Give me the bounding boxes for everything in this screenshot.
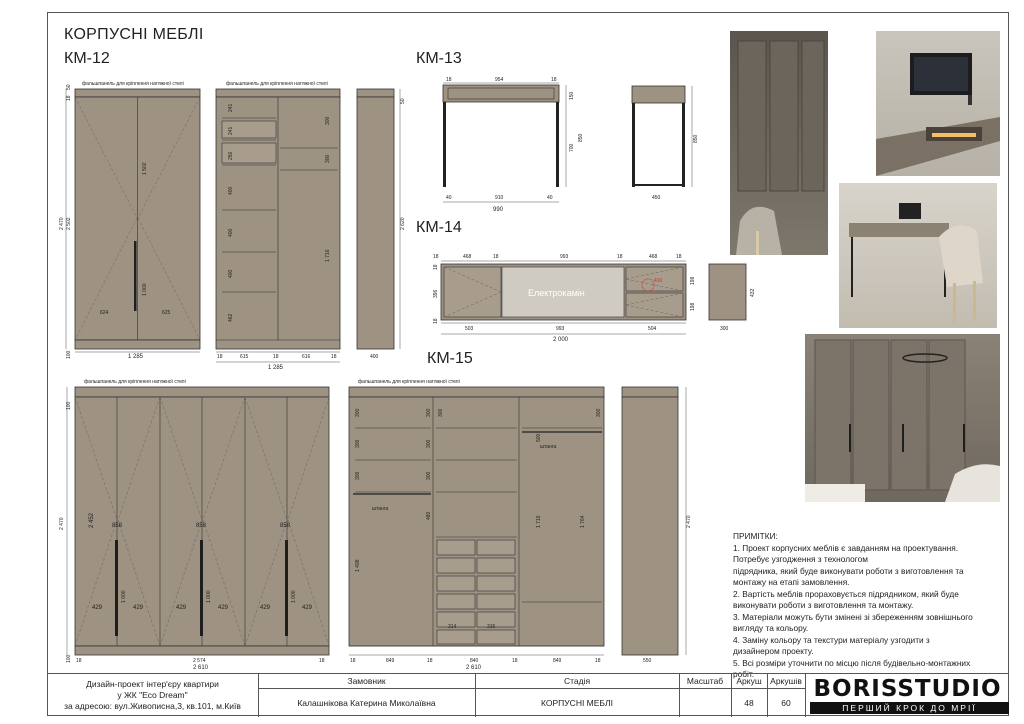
km15-dim-858c: 858 bbox=[280, 523, 291, 529]
notes-block bbox=[733, 531, 1005, 681]
km12-sec-616: 616 bbox=[302, 354, 311, 360]
km14-dim-198b: 198 bbox=[690, 302, 696, 311]
km14-dim-468a: 468 bbox=[463, 254, 472, 260]
km15-dim-429d: 429 bbox=[218, 605, 229, 611]
km13-dim-150: 150 bbox=[569, 91, 575, 100]
km15-shtanga-left: штанга bbox=[372, 506, 389, 512]
km12-sec-400a: 400 bbox=[228, 186, 234, 195]
km15-dim-429f: 429 bbox=[302, 605, 313, 611]
logo-name: BORISSTUDIO bbox=[813, 676, 1002, 702]
note-line: підрядника, який буде виконувати роботи з виготовлення та bbox=[733, 565, 964, 576]
note-line: 5. Всі розміри уточнити по місцю після будівельно-монтажних bbox=[733, 657, 971, 668]
km15-sec-1716: 1 716 bbox=[536, 515, 542, 528]
note-line: 3. Матеріали можуть бути змінені зі збереженням зовнішнього bbox=[733, 611, 973, 622]
km15-sec-300-2: 300 bbox=[355, 439, 361, 448]
km12-sec-300a: 300 bbox=[325, 116, 331, 125]
km13-dim-18a: 18 bbox=[446, 77, 452, 83]
client-label: Замовник bbox=[347, 676, 386, 686]
km15-dim-18a: 18 bbox=[76, 658, 82, 664]
km15-front-view bbox=[59, 379, 329, 671]
km15-dim-429b: 429 bbox=[133, 605, 144, 611]
note-line: 1. Проект корпусних меблів є завданням на проектування. bbox=[733, 542, 959, 553]
note-line: монтажу на етапі замовлення. bbox=[733, 577, 850, 587]
km12-dim-624: 624 bbox=[100, 310, 109, 316]
km13-dim-700: 700 bbox=[569, 143, 575, 152]
km12-front-view bbox=[59, 81, 200, 360]
km14-side-300: 300 bbox=[720, 326, 729, 332]
km15-sec-300-5: 300 bbox=[426, 439, 432, 448]
km12-sec-18b: 18 bbox=[273, 354, 279, 360]
km12-dim-50: 50 bbox=[66, 84, 72, 90]
note-line: виконувати роботи з виготовлення та монтажу. bbox=[733, 600, 914, 610]
km15-fal-label: фальшпанель для кріплення натяжної стелі bbox=[84, 379, 186, 385]
km15-section-view bbox=[349, 379, 604, 671]
km15-sec-849a: 849 bbox=[386, 658, 395, 664]
km12-heading: КМ-12 bbox=[64, 50, 110, 67]
project-line-3: за адресою: вул.Живописна,3, кв.101, м.Київ bbox=[64, 701, 241, 711]
sheet-value: 48 bbox=[744, 697, 754, 708]
km12-sec-300b: 300 bbox=[325, 154, 331, 163]
km15-sec-1498: 1 498 bbox=[355, 559, 361, 572]
km15-sec-18b: 18 bbox=[427, 658, 433, 664]
km12-sec-241a: 241 bbox=[228, 103, 234, 112]
km13-heading: КМ-13 bbox=[416, 50, 462, 67]
km15-sec-840: 840 bbox=[470, 658, 479, 664]
km14-side-view bbox=[709, 264, 756, 332]
km12-sec-462: 462 bbox=[228, 313, 234, 322]
km15-dim-100bot: 100 bbox=[66, 654, 72, 663]
km13-dim-910: 910 bbox=[495, 195, 504, 201]
note-line: робіт. bbox=[733, 669, 755, 679]
km15-sec-300-4: 300 bbox=[426, 408, 432, 417]
km14-heading: КМ-14 bbox=[416, 219, 462, 236]
km15-dim-858b: 858 bbox=[196, 523, 207, 529]
km12-dim-1285: 1 285 bbox=[128, 354, 144, 360]
km14-dim-503: 503 bbox=[465, 326, 474, 332]
km15-sec-316: 316 bbox=[487, 624, 496, 630]
km12-sec-18a: 18 bbox=[217, 354, 223, 360]
km13-dim-954: 954 bbox=[495, 77, 504, 83]
km15-sec-480: 480 bbox=[426, 511, 432, 520]
project-line-1: Дизайн-проект інтер'єру квартири bbox=[86, 679, 219, 689]
km14-dim-2000: 2 000 bbox=[553, 337, 569, 343]
km12-sec-1716: 1 716 bbox=[325, 249, 331, 262]
note-line: 2. Вартість меблів прораховується підрядником, який буде bbox=[733, 588, 959, 599]
km15-sec-314: 314 bbox=[448, 624, 457, 630]
km14-dim-504: 504 bbox=[648, 326, 657, 332]
scale-label: Масштаб bbox=[686, 676, 724, 686]
km15-dim-858a: 858 bbox=[112, 523, 123, 529]
km14-dim-18b: 18 bbox=[493, 254, 499, 260]
wardrobe-km15-photo bbox=[805, 334, 1000, 502]
notes-title: ПРИМІТКИ: bbox=[733, 531, 778, 541]
km12-dim-1502: 1 502 bbox=[142, 162, 148, 175]
km13-dim-40b: 40 bbox=[547, 195, 553, 201]
km14-dim-198a: 198 bbox=[690, 276, 696, 285]
km12-side-view bbox=[357, 89, 406, 360]
km12-side-2620: 2 620 bbox=[400, 217, 406, 230]
km12-sec-18c: 18 bbox=[331, 354, 337, 360]
km14-fireplace-label: Електрокамін bbox=[528, 288, 585, 298]
km13-dim-850: 850 bbox=[578, 133, 584, 142]
km15-sec-500: 500 bbox=[536, 433, 542, 442]
km14-front-view bbox=[433, 254, 696, 343]
km13-side-450: 450 bbox=[652, 195, 661, 201]
km13-side-view bbox=[632, 86, 699, 201]
project-line-2: у ЖК "Eco Dream" bbox=[117, 690, 188, 700]
km15-dim-1000a: 1 000 bbox=[121, 590, 127, 603]
km12-side-50: 50 bbox=[400, 98, 406, 104]
km14-dim-18lb: 18 bbox=[433, 318, 439, 324]
km13-front-view bbox=[443, 77, 584, 213]
km15-side-550: 550 bbox=[643, 658, 652, 664]
studio-logo bbox=[806, 676, 1009, 714]
km12-dim-2470: 2 470 bbox=[59, 217, 65, 230]
note-line: дизайнером проекту. bbox=[733, 646, 814, 656]
km13-dim-18b: 18 bbox=[551, 77, 557, 83]
km15-dim-429c: 429 bbox=[176, 605, 187, 611]
km15-dim-1000c: 1 000 bbox=[291, 590, 297, 603]
sheets-value: 60 bbox=[781, 697, 791, 708]
km15-side-2470: 2 470 bbox=[686, 515, 692, 528]
km15-dim-429e: 429 bbox=[260, 605, 271, 611]
client-value: Калашнікова Катерина Миколаївна bbox=[297, 697, 436, 708]
km12-dim-625: 625 bbox=[162, 310, 171, 316]
km15-sec-300-1: 300 bbox=[355, 408, 361, 417]
km13-dim-990: 990 bbox=[493, 207, 504, 213]
logo-tagline: ПЕРШИЙ КРОК ДО МРІЇ bbox=[810, 702, 1009, 714]
km13-side-850: 850 bbox=[693, 134, 699, 143]
km15-dim-1000b: 1 000 bbox=[206, 590, 212, 603]
desk-photo bbox=[839, 183, 997, 328]
km14-dim-410: 410 bbox=[654, 278, 663, 284]
km12-side-400: 400 bbox=[370, 354, 379, 360]
km15-section-fal-label: фальшпанель для кріплення натяжної стелі bbox=[358, 379, 460, 385]
stage-label: Стадія bbox=[563, 676, 591, 686]
km15-dim-429a: 429 bbox=[92, 605, 103, 611]
km14-side-432: 432 bbox=[750, 288, 756, 297]
wardrobe-photo bbox=[730, 31, 828, 255]
km14-dim-18a: 18 bbox=[433, 254, 439, 260]
km15-dim-2574: 2 574 bbox=[193, 658, 206, 664]
km12-sec-241b: 241 bbox=[228, 126, 234, 135]
km15-dim-2452: 2 452 bbox=[89, 512, 95, 528]
km15-sec-300-6: 300 bbox=[426, 471, 432, 480]
tv-unit-photo bbox=[876, 31, 1000, 176]
km15-sec-300-8: 300 bbox=[596, 408, 602, 417]
km15-sec-2610: 2 610 bbox=[466, 665, 482, 671]
km15-shtanga-right: штанга bbox=[540, 444, 557, 450]
km15-sec-1764: 1 764 bbox=[580, 515, 586, 528]
km12-sec-615: 615 bbox=[240, 354, 249, 360]
km14-dim-396: 396 bbox=[433, 289, 439, 298]
km15-sec-300-3: 300 bbox=[355, 471, 361, 480]
km12-dim-2502: 2 502 bbox=[66, 217, 72, 230]
note-line: 4. Заміну кольору та текстури матеріалу узгодити з bbox=[733, 634, 930, 645]
km12-fal-label: фальшпанель для кріплення натяжної стелі bbox=[82, 81, 184, 87]
sheet-label: Аркуш bbox=[736, 676, 762, 686]
km15-sec-849b: 849 bbox=[553, 658, 562, 664]
km12-section-view bbox=[216, 81, 340, 371]
km12-dim-100: 100 bbox=[66, 350, 72, 359]
km12-sec-400b: 400 bbox=[228, 228, 234, 237]
km14-dim-18c: 18 bbox=[617, 254, 623, 260]
km15-heading: КМ-15 bbox=[427, 350, 473, 367]
km12-sec-250: 250 bbox=[228, 151, 234, 160]
note-line: Потребує узгодження з технологом bbox=[733, 554, 868, 564]
km12-section-fal-label: фальшпанель для кріплення натяжної стелі bbox=[226, 81, 328, 87]
km12-dim-1000: 1 000 bbox=[142, 283, 148, 296]
page-title: КОРПУСНІ МЕБЛІ bbox=[64, 26, 204, 43]
km15-side-view bbox=[622, 387, 692, 664]
sheets-label: Аркушів bbox=[770, 676, 802, 686]
km15-sec-18c: 18 bbox=[512, 658, 518, 664]
km15-sec-18d: 18 bbox=[595, 658, 601, 664]
km13-dim-40a: 40 bbox=[446, 195, 452, 201]
km15-dim-18b: 18 bbox=[319, 658, 325, 664]
stage-value: КОРПУСНІ МЕБЛІ bbox=[541, 697, 613, 708]
km14-dim-993: 993 bbox=[560, 254, 569, 260]
note-line: вигляду та кольору. bbox=[733, 623, 809, 633]
km14-dim-468b: 468 bbox=[649, 254, 658, 260]
km15-sec-18a: 18 bbox=[350, 658, 356, 664]
km14-dim-18l: 18 bbox=[433, 264, 439, 270]
km14-dim-18d: 18 bbox=[676, 254, 682, 260]
km14-dim-993b: 993 bbox=[556, 326, 565, 332]
km15-sec-300-7: 300 bbox=[438, 408, 444, 417]
km12-sec-1285: 1 285 bbox=[268, 365, 284, 371]
km15-dim-100top: 100 bbox=[66, 401, 72, 410]
project-info bbox=[47, 674, 258, 717]
km15-dim-2470: 2 470 bbox=[59, 517, 65, 530]
km12-sec-400c: 400 bbox=[228, 269, 234, 278]
km12-dim-18: 18 bbox=[66, 95, 72, 101]
km15-dim-2610: 2 610 bbox=[193, 665, 209, 671]
